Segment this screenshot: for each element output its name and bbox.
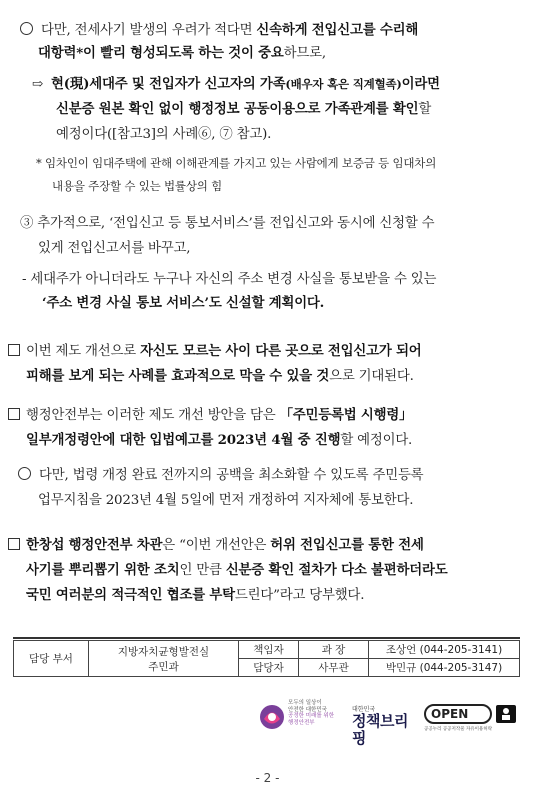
footnote-line1: * 임차인이 임대주택에 관해 이해관계를 가지고 있는 사람에게 보증금 등 임대차의 xyxy=(36,156,437,170)
mois-logo: 모두의 일상이 안전한 대한민국 공정한 미래를 위한 행정안전부 xyxy=(258,700,350,734)
para5-line2: 업무지침을 2023년 4월 5일에 먼저 개정하여 지자체에 통보한다. xyxy=(38,493,414,508)
para1-line2: 대항력*이 빨리 형성되도록 하는 것이 중요하므로, xyxy=(38,45,326,61)
para2-line3: - 세대주가 아니더라도 누구나 자신의 주소 변경 사실을 통보받을 수 있는 xyxy=(22,272,437,287)
para3-line1: 이번 제도 개선으로 자신도 모르는 사이 다른 곳으로 전입신고가 되어 xyxy=(8,343,422,360)
circle-bullet-icon xyxy=(20,22,33,35)
mois-emblem-icon xyxy=(258,702,286,732)
attribution-icon xyxy=(496,705,516,723)
resp-name: 조상언 (044-205-3141) xyxy=(369,641,520,659)
square-bullet-icon xyxy=(8,538,20,550)
para2-line4: ‘주소 변경 사실 통보 서비스’도 신설할 계획이다. xyxy=(42,295,325,311)
square-bullet-icon xyxy=(8,408,20,420)
para2-line1: ③ 추가적으로, ‘전입신고 등 통보서비스’를 전입신고와 동시에 신청할 수 xyxy=(20,216,435,231)
para6-line3: 국민 여러분의 적극적인 협조를 부탁드린다”라고 당부했다. xyxy=(26,587,365,603)
resp-label: 책임자 xyxy=(239,641,299,659)
resp-title: 과 장 xyxy=(299,641,369,659)
staff-title: 사무관 xyxy=(299,659,369,677)
staff-label: 담당자 xyxy=(239,659,299,677)
circle-bullet-icon xyxy=(18,467,31,480)
square-bullet-icon xyxy=(8,344,20,356)
para1-line4: 신분증 원본 확인 없이 행정정보 공동이용으로 가족관계를 확인할 xyxy=(56,101,432,117)
para6-line1: 한창섭 행정안전부 차관은 “이번 개선안은 허위 전입신고를 통한 전세 xyxy=(8,537,424,554)
para2-line2: 있게 전입신고서를 바꾸고, xyxy=(38,241,191,256)
dept-name: 지방자치균형발전실 주민과 xyxy=(89,641,239,677)
person-icon xyxy=(496,705,516,723)
para1-line1: 다만, 전세사기 발생의 우려가 적다면 신속하게 전입신고를 수리해 xyxy=(20,22,418,39)
footnote-line2: 내용을 주장할 수 있는 법률상의 힘 xyxy=(52,179,223,193)
dept-label: 담당 부서 xyxy=(14,641,89,677)
staff-name: 박민규 (044-205-3147) xyxy=(369,659,520,677)
para4-line2: 일부개정령안에 대한 입법예고를 2023년 4월 중 진행할 예정이다. xyxy=(26,432,413,448)
page-number: - 2 - xyxy=(255,771,280,785)
table-top-rule xyxy=(13,637,520,639)
para4-line1: 행정안전부는 이러한 제도 개선 방안을 담은 「주민등록법 시행령」 xyxy=(8,407,412,424)
arrow-icon: ⇨ xyxy=(32,77,44,92)
para3-line2: 피해를 보게 되는 사례를 효과적으로 막을 수 있을 것으로 기대된다. xyxy=(26,368,414,384)
para6-line2: 사기를 뿌리뽑기 위한 조치인 만큼 신분증 확인 절차가 다소 불편하더라도 xyxy=(26,562,448,578)
table-row xyxy=(14,641,520,659)
open-badge: OPEN xyxy=(424,704,492,724)
policy-briefing-logo: 대한민국 정책브리핑 xyxy=(352,706,408,747)
para1-line3: ⇨ 현(現)세대주 및 전입자가 신고자의 가족(배우자 혹은 직계혈족)이라면 xyxy=(32,76,440,92)
kogl-open-logo: OPEN 공공누리 공공저작물 자유이용허락 xyxy=(424,704,520,736)
contact-table xyxy=(13,640,520,677)
para5-line1: 다만, 법령 개정 완료 전까지의 공백을 최소화할 수 있도록 주민등록 xyxy=(18,467,423,484)
para1-line5: 예정이다([참고3]의 사례⑥, ⑦ 참고). xyxy=(56,127,272,142)
